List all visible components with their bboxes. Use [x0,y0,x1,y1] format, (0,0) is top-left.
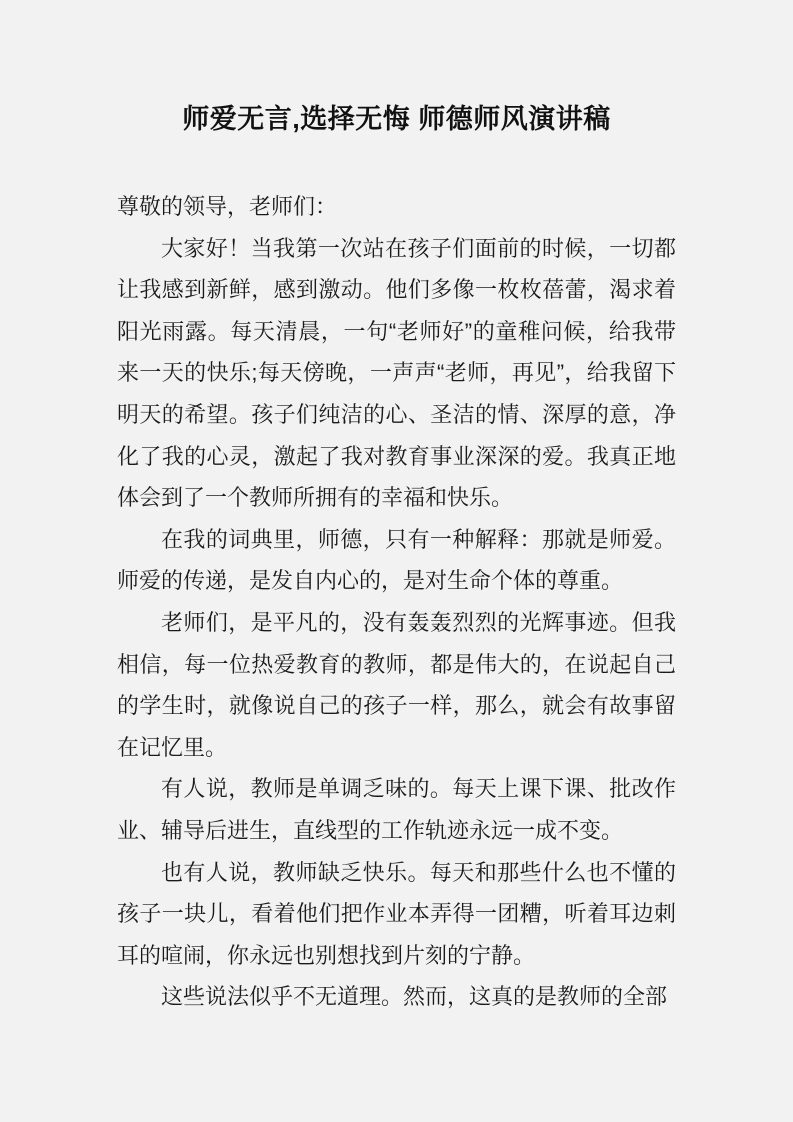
body-paragraph: 老师们，是平凡的，没有轰轰烈烈的光辉事迹。但我相信，每一位热爱教育的教师，都是伟大的，在说起自己的学生时，就像说自己的孩子一样，那么，就会有故事留在记忆里。 [117,609,676,760]
salutation-line: 尊敬的领导，老师们： [117,194,338,219]
body-paragraph: 大家好！当我第一次站在孩子们面前的时候，一切都让我感到新鲜，感到激动。他们多像一枚枚蓓蕾，渴求着阳光雨露。每天清晨，一句“老师好”的童稚问候，给我带来一天的快乐;每天傍晚，一声声“老师，再见”，给我留下明天的希望。孩子们纯洁的心、圣洁的情、深厚的意，净化了我的心灵，激起了我对教育事业深深的爱。我真正地体会到了一个教师所拥有的幸福和快乐。 [117,235,676,511]
body-paragraph: 有人说，教师是单调乏味的。每天上课下课、批改作业、辅导后进生，直线型的工作轨迹永远一成不变。 [117,776,676,843]
body-paragraph: 这些说法似乎不无道理。然而，这真的是教师的全部 [161,984,668,1010]
document-body [117,186,676,1018]
body-paragraph: 在我的词典里，师德，只有一种解释：那就是师爱。师爱的传递，是发自内心的，是对生命个体的尊重。 [117,526,676,594]
paragraph-list [117,228,676,1018]
document-title: 师爱无言,选择无悔 师德师风演讲稿 [182,104,611,134]
body-paragraph: 也有人说，教师缺乏快乐。每天和那些什么也不懂的孩子一块儿，看着他们把作业本弄得一团糟，听着耳边刺耳的喧闹，你永远也别想找到片刻的宁静。 [117,859,676,968]
